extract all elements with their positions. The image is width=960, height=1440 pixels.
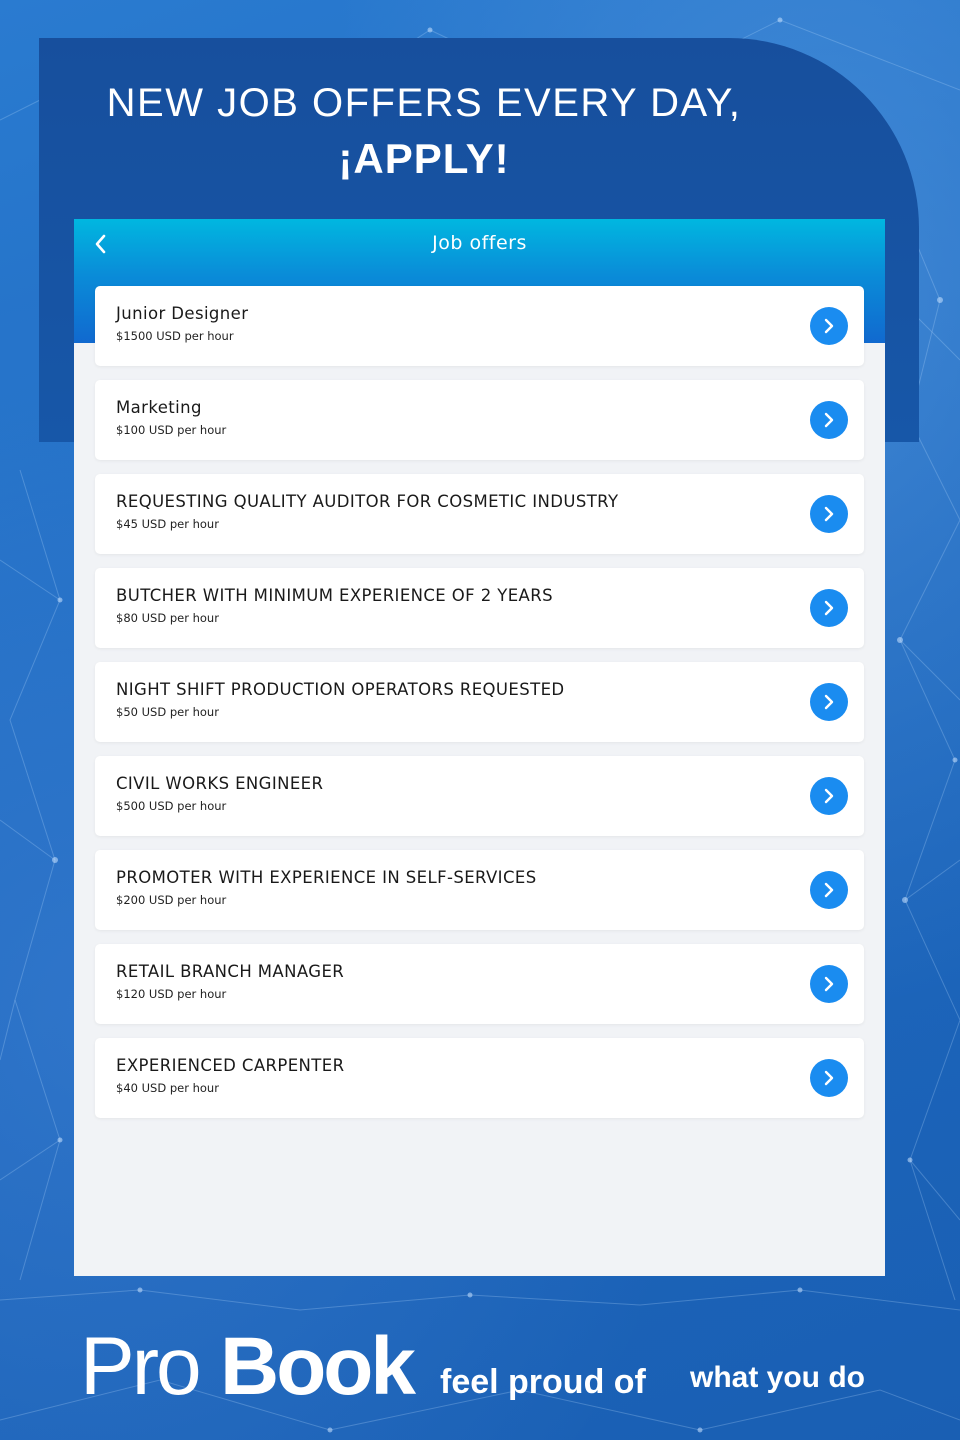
job-title: REQUESTING QUALITY AUDITOR FOR COSMETIC INDUSTRY — [116, 492, 619, 511]
job-title: PROMOTER WITH EXPERIENCE IN SELF-SERVICES — [116, 868, 537, 887]
open-job-button[interactable] — [810, 871, 848, 909]
job-pay: $1500 USD per hour — [116, 329, 234, 343]
job-card[interactable] — [95, 1038, 864, 1118]
job-pay: $40 USD per hour — [116, 1081, 219, 1095]
open-job-button[interactable] — [810, 1059, 848, 1097]
tagline-part-1: feel proud of — [440, 1363, 646, 1401]
job-card[interactable] — [95, 662, 864, 742]
job-title: NIGHT SHIFT PRODUCTION OPERATORS REQUESTED — [116, 680, 565, 699]
headline-line-2: ¡APPLY! — [338, 135, 510, 182]
open-job-button[interactable] — [810, 683, 848, 721]
job-card[interactable] — [95, 850, 864, 930]
open-job-button[interactable] — [810, 401, 848, 439]
job-card[interactable] — [95, 568, 864, 648]
job-pay: $80 USD per hour — [116, 611, 219, 625]
open-job-button[interactable] — [810, 589, 848, 627]
job-pay: $200 USD per hour — [116, 893, 227, 907]
job-pay: $45 USD per hour — [116, 517, 219, 531]
job-title: RETAIL BRANCH MANAGER — [116, 962, 345, 981]
job-card[interactable] — [95, 944, 864, 1024]
chevron-right-icon — [822, 1069, 836, 1087]
job-card[interactable] — [95, 474, 864, 554]
job-pay: $50 USD per hour — [116, 705, 219, 719]
chevron-right-icon — [822, 411, 836, 429]
brand-logo-pro: Pro — [80, 1321, 199, 1412]
job-card[interactable] — [95, 286, 864, 366]
open-job-button[interactable] — [810, 965, 848, 1003]
job-pay: $100 USD per hour — [116, 423, 227, 437]
tagline-part-2: what you do — [690, 1361, 865, 1394]
chevron-right-icon — [822, 693, 836, 711]
chevron-right-icon — [822, 975, 836, 993]
chevron-right-icon — [822, 881, 836, 899]
chevron-right-icon — [822, 787, 836, 805]
chevron-right-icon — [822, 317, 836, 335]
job-list — [95, 286, 864, 1132]
job-pay: $120 USD per hour — [116, 987, 227, 1001]
job-title: CIVIL WORKS ENGINEER — [116, 774, 324, 793]
job-pay: $500 USD per hour — [116, 799, 227, 813]
open-job-button[interactable] — [810, 777, 848, 815]
app-title: Job offers — [432, 232, 527, 254]
open-job-button[interactable] — [810, 307, 848, 345]
app-screen — [74, 219, 885, 1276]
job-title: Junior Designer — [116, 304, 249, 323]
headline-line-1: NEW JOB OFFERS EVERY DAY, — [106, 81, 742, 125]
job-title: BUTCHER WITH MINIMUM EXPERIENCE OF 2 YEARS — [116, 586, 553, 605]
brand-logo-book: Book — [220, 1321, 413, 1412]
job-title: EXPERIENCED CARPENTER — [116, 1056, 345, 1075]
job-title: Marketing — [116, 398, 202, 417]
open-job-button[interactable] — [810, 495, 848, 533]
chevron-right-icon — [822, 505, 836, 523]
promo-headline — [0, 78, 848, 190]
job-card[interactable] — [95, 380, 864, 460]
job-card[interactable] — [95, 756, 864, 836]
chevron-right-icon — [822, 599, 836, 617]
